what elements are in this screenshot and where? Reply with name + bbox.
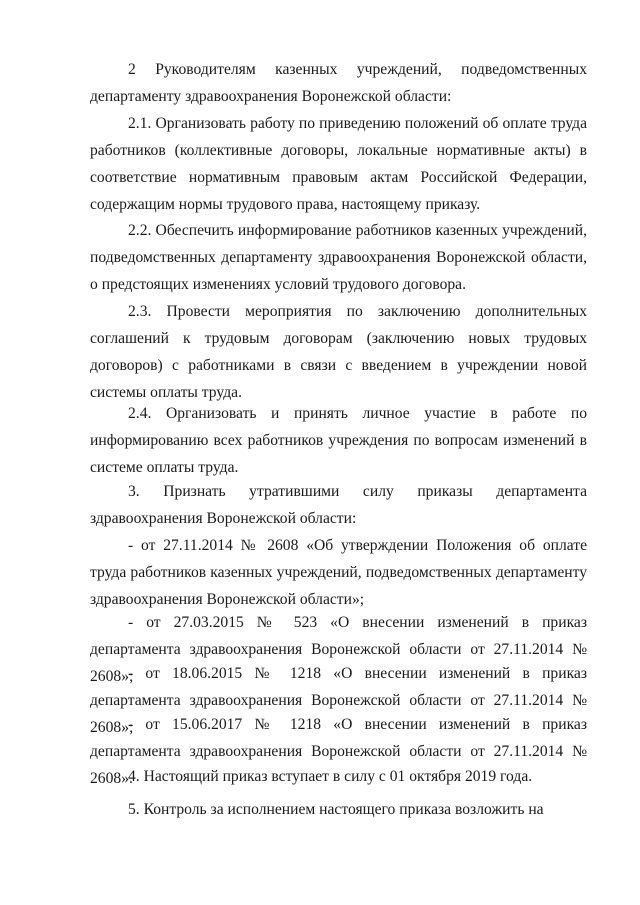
paragraph-3-item-3: - от 18.06.2015 № 1218 «О внесении изменений в приказ департамента здравоохранения Воронежской области от 27.11.2014 № 2608»; bbox=[90, 665, 587, 736]
paragraph-2-4: 2.4. Организовать и принять личное участие в работе по информированию всех работников учреждения по вопросам изменений в системе оплаты труда. bbox=[90, 405, 587, 476]
paragraph-3-item-1: - от 27.11.2014 № 2608 «Об утверждении Положения об оплате труда работников казенных учреждений, подведомственных департаменту здравоохранения Воронежской области»; bbox=[90, 537, 587, 608]
paragraph-3-item-2: - от 27.03.2015 № 523 «О внесении изменений в приказ департамента здравоохранения Воронежской области от 27.11.2014 № 2608»; bbox=[90, 614, 587, 685]
paragraph-4: 4. Настоящий приказ вступает в силу с 01 октября 2019 года. bbox=[128, 768, 533, 785]
paragraph-3-item-4: - от 15.06.2017 № 1218 «О внесении изменений в приказ департамента здравоохранения Воронежской области от 27.11.2014 № 2608». bbox=[90, 716, 587, 787]
paragraph-3: 3. Признать утратившими силу приказы департамента здравоохранения Воронежской области: bbox=[90, 483, 587, 527]
paragraph-2-1: 2.1. Организовать работу по приведению положений об оплате труда работников (коллективные договоры, локальные нормативные акты) в соответствие нормативным правовым актам Российской Федерации, содержащим нормы трудового права, настоящему приказу. bbox=[90, 115, 587, 213]
paragraph-5: 5. Контроль за исполнением настоящего приказа возложить на bbox=[128, 801, 544, 818]
paragraph-2: 2 Руководителям казенных учреждений, подведомственных департаменту здравоохранения Воронежской области: bbox=[90, 61, 587, 105]
paragraph-2-2: 2.2. Обеспечить информирование работников казенных учреждений, подведомственных департаменту здравоохранения Воронежской области, о предстоящих изменениях условий трудового договора. bbox=[90, 222, 587, 293]
paragraph-2-3: 2.3. Провести мероприятия по заключению дополнительных соглашений к трудовым договорам (заключению новых трудовых договоров) с работниками в связи с введением в учреждении новой системы оплаты труда. bbox=[90, 303, 587, 401]
